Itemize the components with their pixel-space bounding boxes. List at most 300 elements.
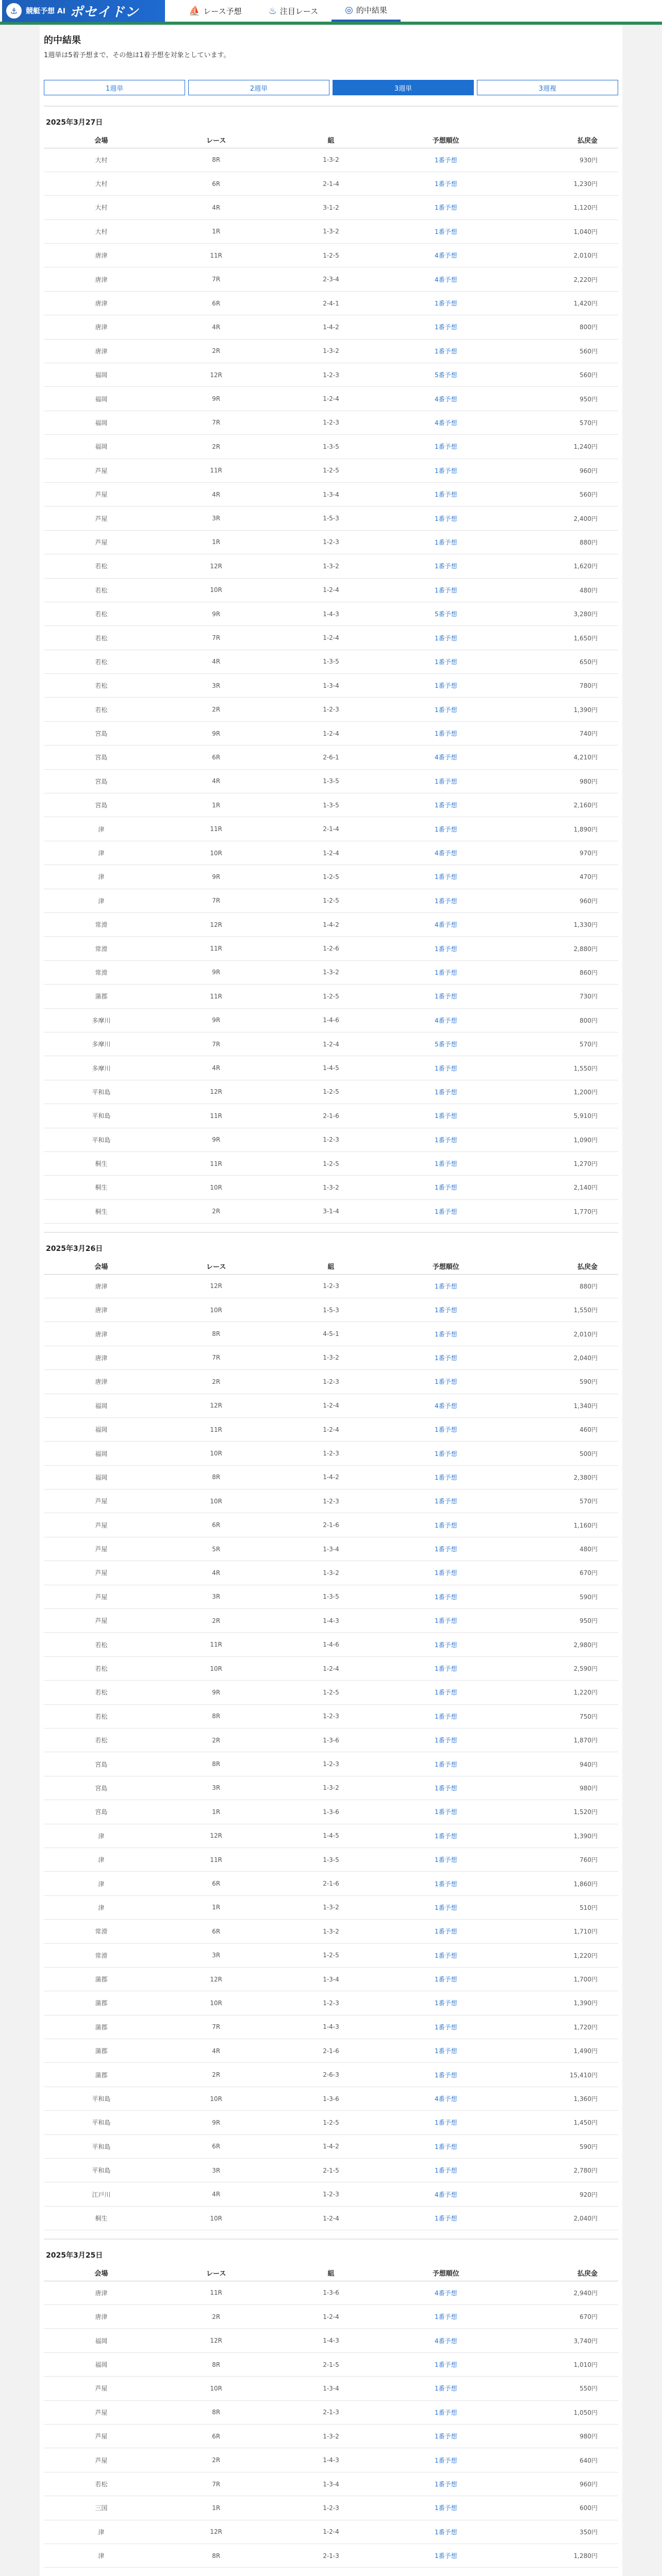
prediction-rank-link[interactable]: 1番予想 [388, 2063, 503, 2087]
payout-cell: 1,340円 [503, 1394, 618, 1417]
table-row [44, 219, 618, 243]
prediction-rank-link[interactable]: 1番予想 [388, 698, 503, 721]
table-row [44, 1370, 618, 1394]
combo-cell: 1-2-4 [274, 2305, 389, 2329]
payout-cell: 570円 [503, 1489, 618, 1513]
prediction-rank-link[interactable]: 1番予想 [388, 1704, 503, 1728]
prediction-rank-link[interactable]: 1番予想 [388, 937, 503, 960]
prediction-rank-link[interactable]: 1番予想 [388, 1442, 503, 1465]
prediction-rank-link[interactable]: 1番予想 [388, 1728, 503, 1752]
race-cell: 11R [159, 1848, 274, 1871]
race-cell: 6R [159, 1513, 274, 1537]
combo-cell: 1-3-5 [274, 769, 389, 793]
race-cell: 11R [159, 817, 274, 841]
payout-cell: 1,550円 [503, 1056, 618, 1080]
payout-cell: 670円 [503, 2305, 618, 2329]
combo-cell: 2-1-6 [274, 1104, 389, 1128]
payout-cell: 590円 [503, 2134, 618, 2158]
table-header-row [44, 132, 618, 148]
table-row [44, 387, 618, 411]
venue-cell: 唐津 [44, 267, 159, 291]
table-row [44, 172, 618, 195]
prediction-rank-link[interactable]: 1番予想 [388, 1752, 503, 1776]
prediction-rank-link[interactable]: 1番予想 [388, 1080, 503, 1104]
combo-cell: 1-2-6 [274, 937, 389, 960]
combo-header: 組 [274, 1259, 389, 1274]
race-cell: 9R [159, 387, 274, 411]
venue-cell: 平和島 [44, 2087, 159, 2110]
prediction-rank-link[interactable]: 1番予想 [388, 315, 503, 339]
combo-cell: 1-2-5 [274, 1943, 389, 1967]
table-row [44, 1585, 618, 1608]
prediction-rank-link[interactable]: 1番予想 [388, 435, 503, 459]
prediction-rank-link[interactable]: 1番予想 [388, 1489, 503, 1513]
prediction-rank-link[interactable]: 1番予想 [388, 674, 503, 698]
nav-race-prediction[interactable] [175, 0, 255, 22]
venue-cell: 唐津 [44, 1298, 159, 1321]
combo-cell: 2-1-5 [274, 2159, 389, 2182]
table-row [44, 769, 618, 793]
table-row [44, 2496, 618, 2520]
race-cell: 7R [159, 267, 274, 291]
prediction-rank-link[interactable]: 1番予想 [388, 793, 503, 817]
prediction-rank-link[interactable]: 1番予想 [388, 1967, 503, 1991]
prediction-rank-link[interactable]: 1番予想 [388, 1991, 503, 2015]
payout-cell: 1,420円 [503, 291, 618, 315]
prediction-rank-link[interactable]: 4番予想 [388, 411, 503, 434]
prediction-rank-link[interactable]: 1番予想 [388, 1322, 503, 1346]
race-cell: 10R [159, 1442, 274, 1465]
prediction-rank-link[interactable]: 1番予想 [388, 2377, 503, 2400]
combo-cell: 1-4-6 [274, 1633, 389, 1656]
combo-cell: 1-3-2 [274, 1895, 389, 1919]
prediction-rank-link[interactable]: 1番予想 [388, 506, 503, 530]
combo-cell: 1-3-5 [274, 793, 389, 817]
race-cell: 4R [159, 1056, 274, 1080]
prediction-rank-link[interactable]: 1番予想 [388, 1633, 503, 1656]
prediction-rank-link[interactable]: 1番予想 [388, 1776, 503, 1800]
prediction-rank-link[interactable]: 1番予想 [388, 482, 503, 506]
prediction-rank-link[interactable]: 1番予想 [388, 2496, 503, 2520]
table-row [44, 817, 618, 841]
prediction-rank-link[interactable]: 4番予想 [388, 2182, 503, 2206]
payout-cell: 1,890円 [503, 817, 618, 841]
table-row [44, 721, 618, 745]
prediction-rank-link[interactable]: 1番予想 [388, 1609, 503, 1633]
venue-cell: 芦屋 [44, 1537, 159, 1561]
prediction-rank-link[interactable]: 1番予想 [388, 1199, 503, 1223]
venue-cell: 唐津 [44, 244, 159, 267]
prediction-rank-link[interactable]: 1番予想 [388, 1176, 503, 1199]
logo[interactable] [2, 0, 165, 22]
race-cell: 2R [159, 2305, 274, 2329]
prediction-rank-link[interactable]: 1番予想 [388, 1274, 503, 1298]
prediction-rank-link[interactable]: 1番予想 [388, 1943, 503, 1967]
table-row [44, 1128, 618, 1151]
combo-cell: 1-2-4 [274, 1417, 389, 1441]
prediction-rank-link[interactable]: 1番予想 [388, 2352, 503, 2376]
table-row [44, 411, 618, 434]
prediction-rank-link[interactable]: 1番予想 [388, 1513, 503, 1537]
prediction-rank-link[interactable]: 1番予想 [388, 650, 503, 673]
venue-cell: 蒲郡 [44, 2063, 159, 2087]
table-row [44, 674, 618, 698]
venue-cell: 福岡 [44, 435, 159, 459]
race-cell: 2R [159, 2448, 274, 2472]
venue-cell: 若松 [44, 1704, 159, 1728]
table-row [44, 2329, 618, 2352]
venue-cell: 津 [44, 2520, 159, 2544]
table-row [44, 937, 618, 960]
prediction-rank-link[interactable]: 1番予想 [388, 459, 503, 482]
prediction-rank-link[interactable]: 1番予想 [388, 196, 503, 219]
race-cell: 6R [159, 1920, 274, 1943]
payout-cell: 1,520円 [503, 1800, 618, 1824]
payout-cell: 980円 [503, 769, 618, 793]
prediction-rank-link[interactable]: 1番予想 [388, 1370, 503, 1394]
venue-cell: 芦屋 [44, 1489, 159, 1513]
race-cell: 1R [159, 2496, 274, 2520]
prediction-rank-link[interactable]: 1番予想 [388, 1848, 503, 1871]
table-row [44, 1776, 618, 1800]
table-row [44, 2425, 618, 2448]
combo-cell: 1-2-5 [274, 2111, 389, 2134]
boat-icon: ⛵ [189, 5, 201, 16]
top-bar [0, 0, 662, 25]
venue-header: 会場 [44, 132, 159, 148]
day-date: 2025年3月25日 [44, 2239, 618, 2265]
prediction-rank-link[interactable]: 1番予想 [388, 626, 503, 650]
prediction-rank-link[interactable]: 1番予想 [388, 2134, 503, 2158]
prediction-rank-link[interactable]: 1番予想 [388, 1656, 503, 1680]
prediction-rank-link[interactable]: 1番予想 [388, 1151, 503, 1175]
prediction-rank-link[interactable] [388, 2568, 503, 2576]
combo-cell: 1-2-3 [274, 1274, 389, 1298]
table-row [44, 2352, 618, 2376]
venue-cell: 若松 [44, 1728, 159, 1752]
prediction-rank-link[interactable]: 1番予想 [388, 1872, 503, 1895]
prediction-rank-link[interactable]: 1番予想 [388, 1346, 503, 1369]
prediction-rank-link[interactable]: 1番予想 [388, 291, 503, 315]
prediction-rank-link[interactable]: 4番予想 [388, 745, 503, 769]
table-row [44, 2111, 618, 2134]
prediction-rank-link[interactable]: 1番予想 [388, 554, 503, 578]
table-header-row [44, 1259, 618, 1274]
prediction-rank-link[interactable]: 1番予想 [388, 2305, 503, 2329]
table-row [44, 1824, 618, 1848]
tab-3[interactable]: 3週単 [333, 80, 474, 95]
race-cell: 1R [159, 793, 274, 817]
venue-cell: 福岡 [44, 1465, 159, 1489]
prediction-rank-link[interactable]: 1番予想 [388, 2472, 503, 2496]
prediction-rank-link[interactable]: 1番予想 [388, 1056, 503, 1080]
prediction-rank-link[interactable]: 1番予想 [388, 2448, 503, 2472]
prediction-rank-link[interactable]: 1番予想 [388, 2111, 503, 2134]
venue-cell: 桐生 [44, 1199, 159, 1223]
venue-cell [44, 2568, 159, 2576]
combo-cell: 1-4-3 [274, 2015, 389, 2039]
venue-cell: 若松 [44, 578, 159, 602]
prediction-rank-link[interactable]: 1番予想 [388, 1920, 503, 1943]
prediction-rank-link[interactable]: 4番予想 [388, 267, 503, 291]
prediction-rank-link[interactable]: 1番予想 [388, 2206, 503, 2230]
payout-cell: 470円 [503, 865, 618, 889]
table-row [44, 482, 618, 506]
venue-cell: 大村 [44, 219, 159, 243]
venue-cell: 唐津 [44, 1274, 159, 1298]
table-row [44, 745, 618, 769]
prediction-rank-link[interactable]: 1番予想 [388, 2400, 503, 2424]
table-row [44, 1752, 618, 1776]
prediction-rank-link[interactable]: 1番予想 [388, 889, 503, 912]
combo-cell: 1-3-5 [274, 650, 389, 673]
table-row [44, 315, 618, 339]
race-cell: 10R [159, 2377, 274, 2400]
prediction-rank-link[interactable]: 1番予想 [388, 1895, 503, 1919]
race-cell: 8R [159, 2400, 274, 2424]
race-cell: 2R [159, 435, 274, 459]
venue-cell: 芦屋 [44, 530, 159, 554]
nav-hit-results[interactable] [332, 0, 401, 22]
combo-cell: 1-4-2 [274, 2134, 389, 2158]
combo-header: 組 [274, 132, 389, 148]
race-cell: 8R [159, 148, 274, 172]
table-row [44, 626, 618, 650]
table-row [44, 865, 618, 889]
prediction-rank-link[interactable]: 1番予想 [388, 1681, 503, 1704]
prediction-rank-link[interactable]: 1番予想 [388, 2039, 503, 2063]
payout-header: 払戻金 [503, 2265, 618, 2281]
payout-cell: 560円 [503, 482, 618, 506]
prediction-rank-link[interactable]: 1番予想 [388, 1104, 503, 1128]
combo-cell: 1-3-2 [274, 960, 389, 984]
prediction-rank-link[interactable]: 1番予想 [388, 1417, 503, 1441]
race-cell: 11R [159, 459, 274, 482]
payout-cell: 1,160円 [503, 1513, 618, 1537]
prediction-rank-link[interactable]: 1番予想 [388, 960, 503, 984]
prediction-rank-link[interactable]: 5番予想 [388, 363, 503, 387]
prediction-rank-link[interactable]: 1番予想 [388, 985, 503, 1008]
table-row [44, 2063, 618, 2087]
race-cell: 9R [159, 602, 274, 625]
combo-cell: 1-3-6 [274, 2087, 389, 2110]
prediction-rank-link[interactable]: 1番予想 [388, 1465, 503, 1489]
race-cell: 11R [159, 1104, 274, 1128]
venue-cell: 平和島 [44, 2134, 159, 2158]
payout-cell: 980円 [503, 1776, 618, 1800]
venue-cell: 福岡 [44, 363, 159, 387]
table-row [44, 1104, 618, 1128]
combo-cell: 1-5-3 [274, 1298, 389, 1321]
combo-cell: 2-1-4 [274, 817, 389, 841]
table-row [44, 2520, 618, 2544]
prediction-rank-link[interactable]: 1番予想 [388, 2520, 503, 2544]
combo-cell: 2-6-1 [274, 745, 389, 769]
nav-featured-race[interactable] [255, 0, 332, 22]
payout-cell: 1,330円 [503, 913, 618, 937]
prediction-rank-link[interactable]: 1番予想 [388, 2425, 503, 2448]
prediction-rank-link[interactable]: 4番予想 [388, 2281, 503, 2304]
table-row [44, 1442, 618, 1465]
payout-cell: 2,010円 [503, 244, 618, 267]
payout-cell: 2,040円 [503, 2206, 618, 2230]
payout-cell: 1,360円 [503, 2087, 618, 2110]
tab-1[interactable]: 1週単 [44, 80, 185, 95]
prediction-rank-link[interactable]: 1番予想 [388, 1298, 503, 1321]
payout-header: 払戻金 [503, 132, 618, 148]
payout-cell: 1,240円 [503, 435, 618, 459]
prediction-rank-link[interactable]: 5番予想 [388, 1032, 503, 1056]
payout-cell: 1,710円 [503, 1920, 618, 1943]
prediction-rank-link[interactable]: 4番予想 [388, 387, 503, 411]
prediction-rank-link[interactable]: 1番予想 [388, 865, 503, 889]
race-cell: 11R [159, 1151, 274, 1175]
payout-cell: 880円 [503, 530, 618, 554]
prediction-rank-link[interactable]: 4番予想 [388, 913, 503, 937]
venue-cell: 桐生 [44, 1151, 159, 1175]
prediction-rank-link[interactable]: 1番予想 [388, 1561, 503, 1585]
prediction-rank-link[interactable]: 1番予想 [388, 721, 503, 745]
prediction-rank-link[interactable]: 4番予想 [388, 1008, 503, 1032]
main-content [40, 25, 622, 2576]
prediction-rank-link[interactable]: 4番予想 [388, 2329, 503, 2352]
table-row [44, 602, 618, 625]
prediction-rank-link[interactable]: 1番予想 [388, 1537, 503, 1561]
prediction-rank-link[interactable]: 4番予想 [388, 244, 503, 267]
combo-cell: 2-1-4 [274, 172, 389, 195]
payout-cell: 510円 [503, 1895, 618, 1919]
venue-cell: 若松 [44, 1633, 159, 1656]
prediction-rank-link[interactable]: 1番予想 [388, 769, 503, 793]
tab-4[interactable]: 3週複 [477, 80, 618, 95]
race-cell: 1R [159, 1800, 274, 1824]
venue-cell: 唐津 [44, 315, 159, 339]
combo-cell: 1-2-4 [274, 387, 389, 411]
results-table [44, 1259, 618, 2230]
payout-cell: 3,280円 [503, 602, 618, 625]
venue-cell: 唐津 [44, 1346, 159, 1369]
venue-cell: 津 [44, 865, 159, 889]
race-cell: 6R [159, 745, 274, 769]
venue-cell: 福岡 [44, 2352, 159, 2376]
race-cell: 4R [159, 769, 274, 793]
combo-cell: 1-2-3 [274, 363, 389, 387]
table-row [44, 267, 618, 291]
race-cell: 12R [159, 554, 274, 578]
bet-type-tabs [44, 80, 618, 95]
prediction-rank-link[interactable]: 1番予想 [388, 2159, 503, 2182]
race-cell: 8R [159, 1752, 274, 1776]
payout-cell: 1,650円 [503, 626, 618, 650]
prediction-rank-link[interactable]: 1番予想 [388, 1128, 503, 1151]
combo-cell: 2-4-1 [274, 291, 389, 315]
nav-label: 的中結果 [356, 5, 387, 15]
race-cell: 9R [159, 1008, 274, 1032]
combo-cell: 1-4-5 [274, 1824, 389, 1848]
prediction-rank-link[interactable]: 1番予想 [388, 1800, 503, 1824]
race-cell: 10R [159, 841, 274, 865]
venue-cell: 津 [44, 841, 159, 865]
payout-cell: 350円 [503, 2520, 618, 2544]
prediction-rank-link[interactable]: 1番予想 [388, 339, 503, 363]
results-table [44, 132, 618, 1224]
combo-cell: 1-3-4 [274, 1967, 389, 1991]
venue-cell: 津 [44, 1872, 159, 1895]
prediction-rank-header: 予想順位 [388, 2265, 503, 2281]
payout-cell: 2,160円 [503, 793, 618, 817]
combo-cell: 1-3-4 [274, 1537, 389, 1561]
race-header: レース [159, 132, 274, 148]
prediction-rank-link[interactable]: 1番予想 [388, 530, 503, 554]
prediction-rank-link[interactable]: 1番予想 [388, 578, 503, 602]
venue-cell: 平和島 [44, 2159, 159, 2182]
combo-cell: 1-3-2 [274, 1920, 389, 1943]
combo-cell: 1-2-3 [274, 1752, 389, 1776]
venue-cell: 芦屋 [44, 2425, 159, 2448]
race-cell: 9R [159, 2111, 274, 2134]
prediction-rank-link[interactable]: 1番予想 [388, 148, 503, 172]
prediction-rank-link[interactable]: 1番予想 [388, 219, 503, 243]
race-cell: 1R [159, 219, 274, 243]
race-cell: 11R [159, 1633, 274, 1656]
race-cell: 2R [159, 339, 274, 363]
race-cell: 9R [159, 1128, 274, 1151]
venue-cell: 若松 [44, 1681, 159, 1704]
combo-cell: 1-4-3 [274, 602, 389, 625]
venue-cell: 大村 [44, 196, 159, 219]
prediction-rank-link[interactable]: 1番予想 [388, 1585, 503, 1608]
combo-cell: 1-2-5 [274, 244, 389, 267]
payout-cell: 730円 [503, 985, 618, 1008]
table-row [44, 1920, 618, 1943]
payout-cell: 950円 [503, 1609, 618, 1633]
payout-cell: 2,380円 [503, 1465, 618, 1489]
venue-cell: 芦屋 [44, 482, 159, 506]
table-row [44, 506, 618, 530]
prediction-rank-link[interactable]: 1番予想 [388, 1824, 503, 1848]
venue-cell: 三国 [44, 2496, 159, 2520]
combo-cell: 1-4-3 [274, 1609, 389, 1633]
table-row [44, 1489, 618, 1513]
combo-cell: 1-3-4 [274, 2377, 389, 2400]
race-cell: 9R [159, 1681, 274, 1704]
combo-cell: 1-3-2 [274, 1561, 389, 1585]
venue-cell: 福岡 [44, 411, 159, 434]
payout-cell: 3,740円 [503, 2329, 618, 2352]
combo-cell: 1-2-4 [274, 2206, 389, 2230]
payout-cell: 2,980円 [503, 1633, 618, 1656]
prediction-rank-link[interactable]: 1番予想 [388, 817, 503, 841]
prediction-rank-link[interactable]: 4番予想 [388, 841, 503, 865]
prediction-rank-link[interactable]: 1番予想 [388, 2544, 503, 2568]
venue-cell: 唐津 [44, 1322, 159, 1346]
venue-cell: 福岡 [44, 1417, 159, 1441]
prediction-rank-link[interactable]: 4番予想 [388, 2087, 503, 2110]
table-row [44, 339, 618, 363]
tab-2[interactable]: 2週単 [188, 80, 329, 95]
prediction-rank-link[interactable]: 1番予想 [388, 2015, 503, 2039]
prediction-rank-link[interactable]: 4番予想 [388, 1394, 503, 1417]
nav-label: 注目レース [279, 6, 319, 16]
table-row [44, 1681, 618, 1704]
prediction-rank-link[interactable]: 5番予想 [388, 602, 503, 625]
payout-cell: 15,410円 [503, 2063, 618, 2087]
combo-cell: 1-3-4 [274, 2472, 389, 2496]
combo-cell: 1-2-3 [274, 1370, 389, 1394]
table-row [44, 2134, 618, 2158]
table-row [44, 2182, 618, 2206]
prediction-rank-link[interactable]: 1番予想 [388, 172, 503, 195]
